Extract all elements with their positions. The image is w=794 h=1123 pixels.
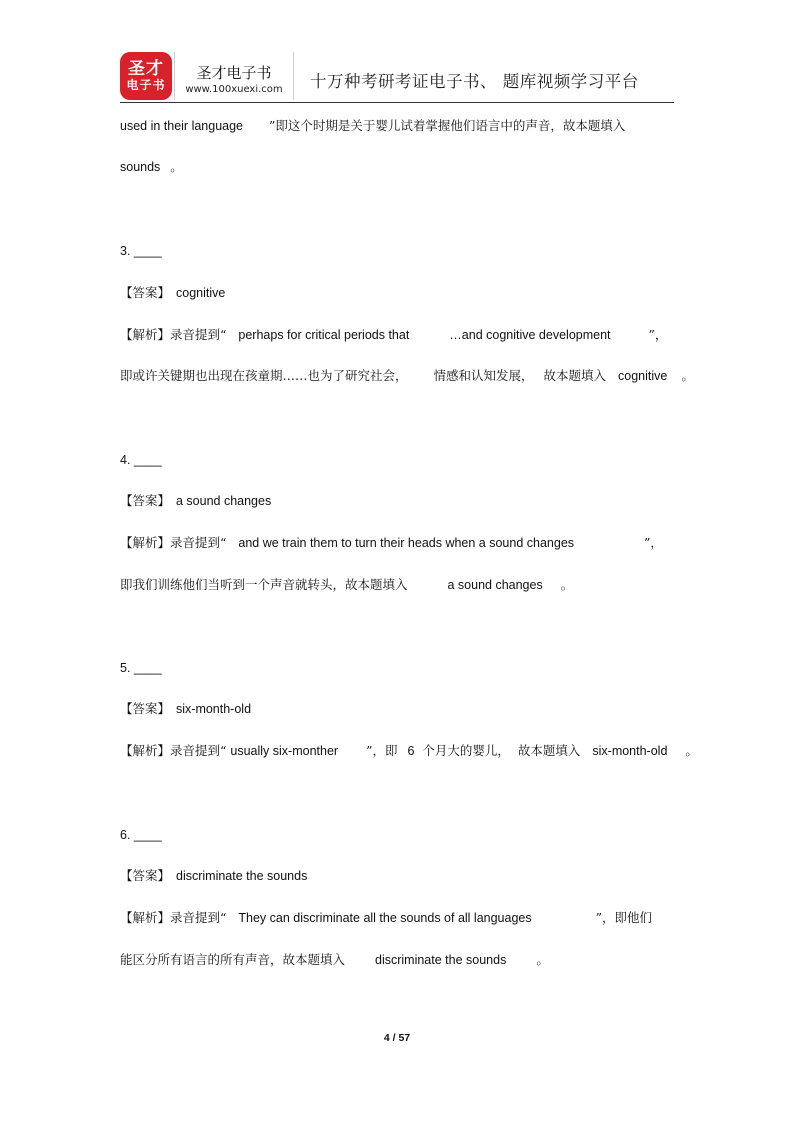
page-number: 4 / 57: [383, 1032, 411, 1044]
question-3-analysis-line-1: 【解析】录音提到“ perhaps for critical periods that …and cognitive development ”，: [120, 327, 668, 342]
header-slogan: 十万种考研考证电子书、 题库视频学习平台: [310, 72, 639, 91]
question-3-number: 3. ____: [120, 244, 162, 258]
page-header: [120, 50, 674, 102]
question-5-analysis: 【解析】录音提到“ usually six-monther ”，即 6 个月大的婴儿， 故本题填入 six-month-old 。: [120, 743, 698, 758]
question-4-analysis-line-1: 【解析】录音提到“ and we train them to turn their heads when a sound changes ”，: [120, 535, 663, 550]
logo-text-top: 圣才: [128, 58, 164, 79]
question-6-analysis-line-1: 【解析】录音提到“ They can discriminate all the sounds of all languages ”，即他们: [120, 910, 652, 925]
question-5-number: 5. ____: [120, 661, 162, 675]
header-divider: [120, 102, 674, 103]
question-6-analysis-line-2: 能区分所有语言的所有声音，故本题填入 discriminate the sounds 。: [120, 952, 549, 967]
question-5-answer: 【答案】 six-month-old: [120, 701, 252, 716]
logo-text-bottom: 电子书: [126, 77, 166, 92]
question-3-answer: 【答案】 cognitive: [120, 285, 226, 300]
continuation-line-2: sounds 。: [120, 159, 183, 174]
question-4-answer: 【答案】 a sound changes: [120, 493, 272, 508]
question-4-analysis-line-2: 即我们训练他们当听到一个声音就转头，故本题填入 a sound changes 。: [120, 577, 574, 592]
brand-name: 圣才电子书: [196, 64, 272, 82]
brand-logo: [120, 52, 172, 100]
continuation-line-1: used in their language ”即这个时期是关于婴儿试着掌握他们语言中的声音，故本题填入: [120, 118, 626, 133]
question-4-number: 4. ____: [120, 453, 162, 467]
question-3-analysis-line-2: 即或许关键期也出现在孩童期……也为了研究社会， 情感和认知发展， 故本题填入 cognitive 。: [120, 368, 694, 383]
brand-url: www.100xuexi.com: [185, 84, 283, 95]
question-6-answer: 【答案】 discriminate the sounds: [120, 868, 308, 883]
question-6-number: 6. ____: [120, 828, 162, 842]
brand-box: [174, 52, 294, 100]
